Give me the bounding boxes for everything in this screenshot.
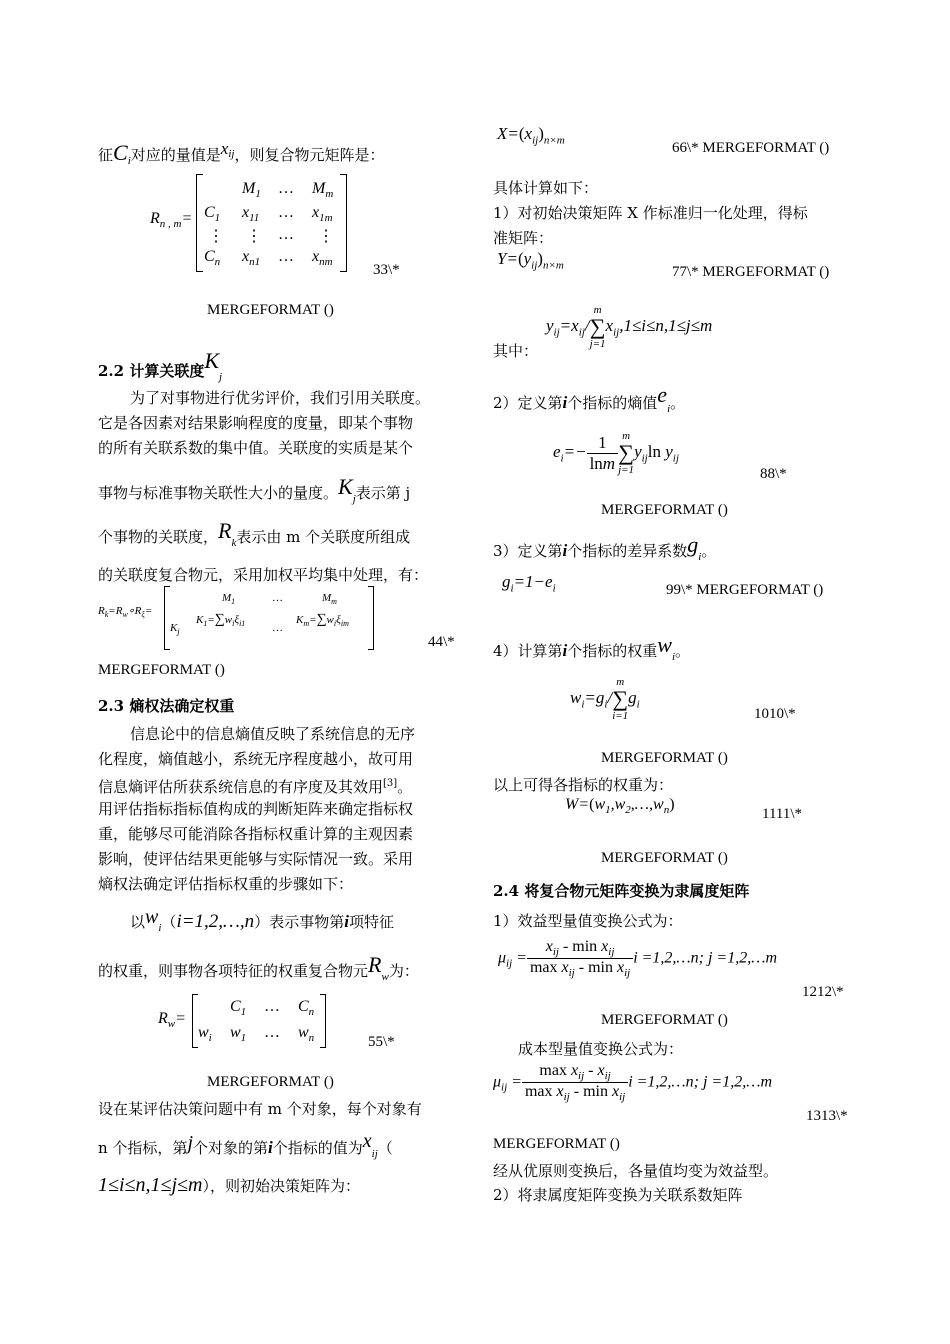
section-heading-2-4: 2.4 将复合物元矩阵变换为隶属度矩阵 — [493, 882, 750, 900]
paragraph-line: 的所有关联系数的集中值。关联度的实质是某个 — [98, 439, 414, 457]
section-heading-2-3: 2.3 熵权法确定权重 — [98, 697, 235, 715]
paragraph-line: 成本型量值变换公式为： — [518, 1040, 684, 1058]
equation-number: 1313\* — [806, 1108, 848, 1124]
normalization-formula: $y_{ij}=x_{ij}/$ m ∑ j=1 $x_{ij},1\le i\le n,1\le j\le m$ — [546, 304, 713, 350]
paragraph-line: 化程度，熵值越小，系统无序程度越小，故可用 — [98, 750, 414, 768]
paragraph-line: 3）定义第i个指标的差异系数$g_i$。 — [493, 532, 717, 563]
paragraph-line: 1≤i≤n,1≤j≤m），则初始决策矩阵为： — [98, 1174, 360, 1196]
equation-number: 44\* — [428, 634, 455, 650]
equation-number: 77\* MERGEFORMAT () — [672, 264, 830, 280]
paragraph-line: 信息熵评估所获系统信息的有序度及其效用[3]。 — [98, 778, 413, 796]
paragraph-line: 1）效益型量值变换公式为： — [493, 912, 683, 930]
equation-number: 1212\* — [802, 984, 844, 1000]
paragraph-line: 设在某评估决策问题中有 m 个对象，每个对象有 — [98, 1100, 422, 1118]
equation-field: MERGEFORMAT () — [207, 1074, 334, 1090]
equation-6: $X=(x_{ij})_{n\times m}$ — [497, 124, 565, 147]
paragraph-line: 以$w_i(i=1,2,\dots,n)$表示事物第i项特征 — [130, 906, 394, 934]
paragraph-line: 重，能够尽可能消除各指标权重计算的主观因素 — [98, 825, 414, 843]
weight-vector-formula: $W=(w_1,w_2,\dots,w_n)$ — [565, 796, 675, 817]
equation-number: 33\* — [373, 262, 400, 278]
equation-number: 55\* — [368, 1034, 395, 1050]
paragraph-line: 影响，使评估结果更能够与实际情况一致。采用 — [98, 850, 414, 868]
equation-number: 1111\* — [762, 806, 802, 822]
text-line: 征$C_i$对应的量值是$x_{ij}$，则复合物元矩阵是： — [98, 139, 385, 167]
entropy-formula: $e_i=-$ $\frac{1}{\ln m}$ m ∑ j=1 $y_{ij}\ln$ $y_{ij}$ — [553, 430, 679, 476]
weight-formula: $w_i=g_i/$ m ∑ i=1 $g_i$ — [570, 676, 640, 722]
equation-number: 88\* — [760, 466, 787, 482]
equation-field: MERGEFORMAT () — [601, 850, 728, 866]
equation-7: $Y=(y_{ij})_{n\times m}$ — [497, 249, 564, 272]
cost-formula: $\mu_{ij}$ = $\frac{\max x_{ij} - x_{ij}}{\max x_{ij} - \min x_{ij}}$ i =1,2,…n; j =1,2,…m — [493, 1062, 773, 1104]
paragraph-line: 个事物的关联度，$R_k$表示由 m 个关联度所组成 — [98, 518, 411, 549]
section-heading-2-2: 2.2 计算关联度$K_j$ — [98, 348, 223, 383]
paragraph-line: 以上可得各指标的权重为： — [493, 776, 674, 794]
paragraph-line: 具体计算如下： — [493, 179, 599, 197]
paragraph-line: 为了对事物进行优劣评价，我们引用关联度。 — [130, 389, 431, 407]
paragraph-line: 它是各因素对结果影响程度的度量，即某个事物 — [98, 414, 414, 432]
equation-number: 66\* MERGEFORMAT () — [672, 140, 830, 156]
paragraph-line: 其中： — [493, 342, 539, 360]
paragraph-line: 4）计算第i个指标的权重$w_i$。 — [493, 632, 691, 663]
paragraph-line: 熵权法确定评估指标权重的步骤如下： — [98, 875, 354, 893]
paragraph-line: 用评估指标指标值构成的判断矩阵来确定指标权 — [98, 800, 414, 818]
equation-field: MERGEFORMAT () — [601, 750, 728, 766]
equation-number: 1010\* — [754, 706, 796, 722]
equation-number: 99\* MERGEFORMAT () — [666, 582, 824, 598]
paragraph-line: 的关联度复合物元，采用加权平均集中处理，有： — [98, 566, 429, 584]
paragraph-line: 信息论中的信息熵值反映了系统信息的无序 — [130, 725, 416, 743]
paragraph-line: 事物与标准事物关联性大小的量度。$K_j$表示第 j — [98, 474, 411, 505]
paragraph-line: 准矩阵： — [493, 229, 554, 247]
equation-field: MERGEFORMAT () — [98, 662, 225, 678]
paragraph-line: 1）对初始决策矩阵 X 作标准归一化处理，得标 — [493, 204, 808, 222]
equation-field: MERGEFORMAT () — [601, 1012, 728, 1028]
paragraph-line: 2）定义第i个指标的熵值$e_i$。 — [493, 382, 686, 415]
equation-field: MERGEFORMAT () — [601, 502, 728, 518]
equation-field: MERGEFORMAT () — [207, 302, 334, 318]
difference-formula: $g_i=1-e_i$ — [502, 572, 556, 595]
paragraph-line: 的权重，则事物各项特征的权重复合物元$R_w$为： — [98, 952, 419, 983]
equation-field: MERGEFORMAT () — [493, 1136, 620, 1152]
paragraph-line: 经从优原则变换后，各量值均变为效益型。 — [493, 1162, 779, 1180]
benefit-formula: $\mu_{ij}$ = $\frac{x_{ij} - \min x_{ij}}{\max x_{ij} - \min x_{ij}}$ i =1,2,…n; j =1,2,…m — [498, 938, 778, 980]
paragraph-line: n 个指标，第j个对象的第i个指标的值为$x_{ij}$（ — [98, 1130, 393, 1160]
paragraph-line: 2）将隶属度矩阵变换为关联系数矩阵 — [493, 1186, 743, 1204]
